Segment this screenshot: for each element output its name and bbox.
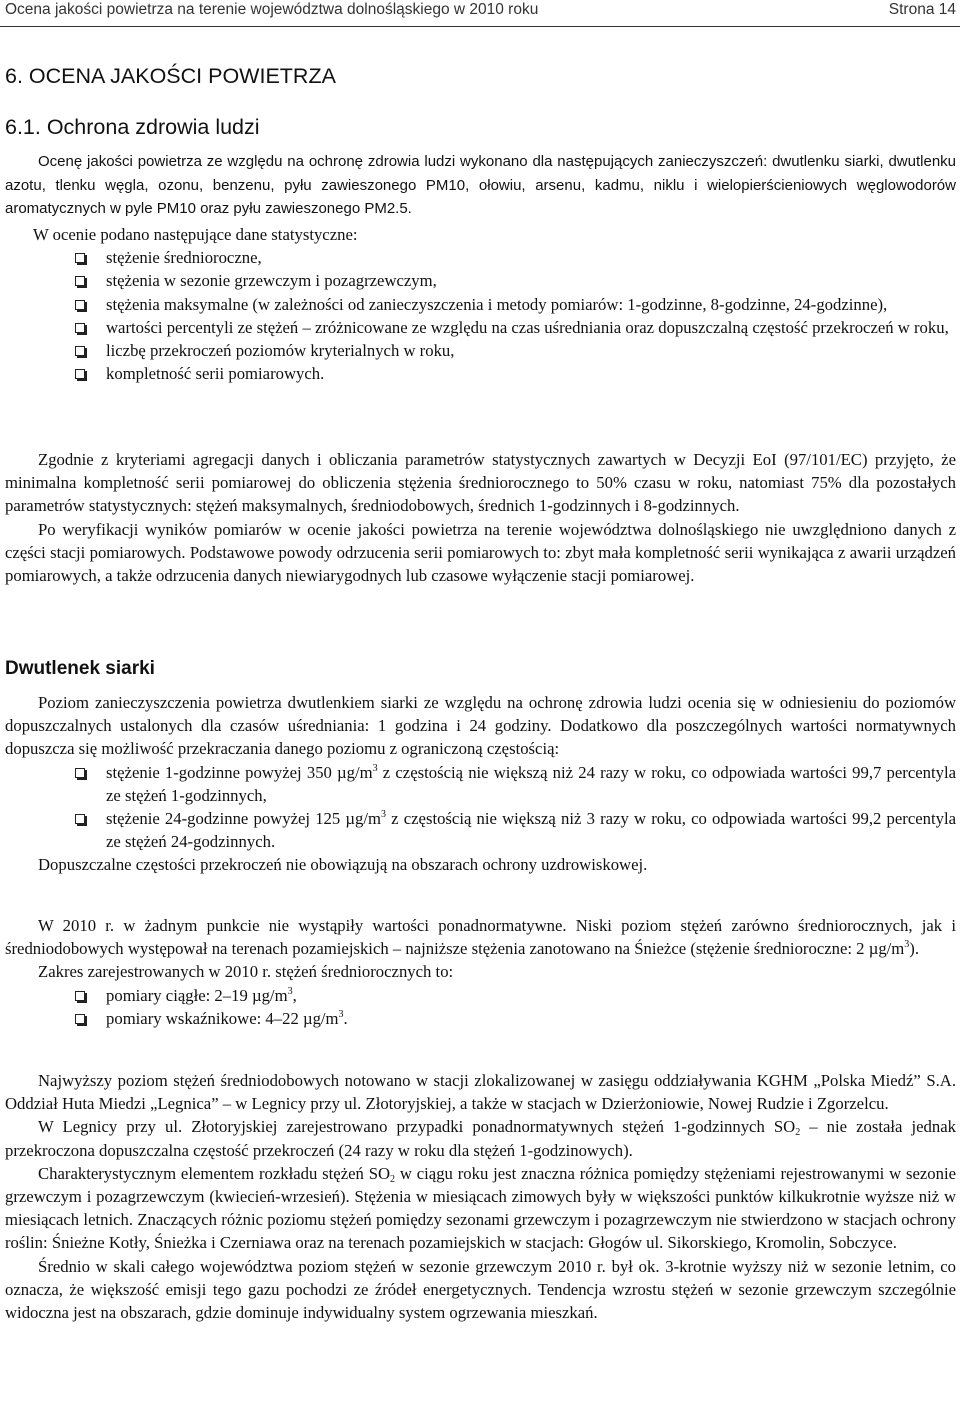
list-item: pomiary wskaźnikowe: 4–22 $\mu g/m^3$. [5, 1007, 956, 1030]
list-item: liczbę przekroczeń poziomów kryterialnych w roku, [5, 339, 956, 362]
highest-level-paragraph: Najwyższy poziom stężeń średniodobowych notowano w stacji zlokalizowanej w zasięgu oddziaływania KGHM „Polska Miedź” S.A. Oddział Huta Miedzi „Legnica” – w Legnicy przy ul. Złotoryjskiej, a także w stacjach w Dzierżoniowie, Nowej Rudzie i Zgorzelcu. [5, 1071, 956, 1114]
section-heading: 6.1. Ochrona zdrowia ludzi [5, 115, 260, 139]
range-list [5, 984, 956, 1030]
so2-heading: Dwutlenek siarki [5, 658, 155, 679]
so2-block [5, 691, 956, 877]
allowed-frequency-paragraph: Dopuszczalne częstości przekroczeń nie obowiązują na obszarach ochrony uzdrowiskowej. [38, 855, 648, 875]
list-item: stężenie średnioroczne, [5, 246, 956, 269]
results-2010-paragraph: W 2010 r. w żadnym punkcie nie wystąpiły wartości ponadnormatywne. Niski poziom stężeń zarówno średniorocznych, jak i średniodobowych występował na terenach pozamiejskich – najniższe stężenia zanotowano na Śnieżce (stężenie średnioroczne: 2 $\mu g/m^3$). [5, 916, 956, 959]
list-item: stężenie 1-godzinne powyżej 350 $\mu g/m^3$ z częstością nie większą niż 24 razy w roku, co odpowiada wartości 99,7 percentyla ze stężeń 1-godzinnych, [5, 761, 956, 807]
criteria-paragraph: Zgodnie z kryteriami agregacji danych i obliczania parametrów statystycznych zawartych w Decyzji EoI (97/101/EC) przyjęto, że minimalna kompletność serii pomiarowej do obliczenia stężenia średniorocznego to 50% czasu w roku, natomiast 75% dla pozostałych parametrów statystycznych: stężeń maksymalnych, średniodobowych, średnich 1-godzinnych i 8-godzinnych. [5, 450, 956, 516]
checkbox-bullet-icon [75, 323, 85, 333]
checkbox-bullet-icon [75, 1014, 85, 1024]
so2-limits-list [5, 761, 956, 854]
intro-paragraph: Ocenę jakości powietrza ze względu na ochronę zdrowia ludzi wykonano dla następujących zanieczyszczeń: dwutlenku siarki, dwutlenku azotu, tlenku węgla, ozonu, benzenu, pyłu zawieszonego PM10, ołowiu, arsenu, kadmu, niklu i wielopierścieniowych węglowodorów aromatycznych w pyle PM10 oraz pyłu zawieszonego PM2.5. [5, 153, 956, 217]
stats-block [5, 223, 956, 385]
stats-intro: W ocenie podano następujące dane statystyczne: [33, 225, 358, 244]
range-intro: Zakres zarejestrowanych w 2010 r. stężeń średniorocznych to: [38, 962, 454, 982]
list-item: kompletność serii pomiarowych. [5, 362, 956, 385]
list-item: stężenia maksymalne (w zależności od zanieczyszczenia i metody pomiarów: 1-godzinne, 8-godzinne, 24-godzinne), [5, 293, 956, 316]
checkbox-bullet-icon [75, 276, 85, 286]
checkbox-bullet-icon [75, 814, 85, 824]
checkbox-bullet-icon [75, 253, 85, 263]
list-item: pomiary ciągłe: 2–19 $\mu g/m^3$, [5, 984, 956, 1007]
stats-list [5, 246, 956, 385]
verification-paragraph: Po weryfikacji wyników pomiarów w ocenie jakości powietrza na terenie województwa dolnośląskiego nie uwzględniono danych z części stacji pomiarowych. Podstawowe powody odrzucenia serii pomiarowych to: zbyt mała kompletność serii wynikająca z awarii urządzeń pomiarowych, a także odrzucenia danych niewiarygodnych lub czasowe wyłączenie stacji pomiarowej. [5, 519, 956, 586]
checkbox-bullet-icon [75, 300, 85, 310]
checkbox-bullet-icon [75, 369, 85, 379]
seasonal-average-paragraph: Średnio w skali całego województwa poziom stężeń w sezonie grzewczym 2010 r. był ok. 3-krotnie wyższy niż w sezonie letnim, co oznacza, że większość emisji tego gazu pochodzi ze źródeł energetycznych. Tendencja wzrostu stężeń w sezonie grzewczym szczególnie widoczna jest na obszarach, gdzie dominuje indywidualny system ogrzewania mieszkań. [5, 1256, 956, 1323]
findings-block [5, 1069, 956, 1324]
distribution-paragraph: Charakterystycznym elementem rozkładu stężeń $SO_2$ w ciągu roku jest znaczna różnica pomiędzy stężeniami rejestrowanymi w sezonie grzewczym i pozagrzewczym (kwiecień-wrzesień). Stężenia w miesiącach zimowych były w większości punktów kilkukrotnie wyższe niż w miesiącach letnich. Znaczących różnic poziomu stężeń pomiędzy sezonami grzewczym i pozagrzewczym nie stwierdzono w stacjach ochrony roślin: Śnieżne Kotły, Śnieżka i Czerniawa oraz na terenach pozamiejskich w stacjach: Głogów ul. Sikorskiego, Kromolin, Sobczyce. [5, 1163, 956, 1253]
so2-level-paragraph: Poziom zanieczyszczenia powietrza dwutlenkiem siarki ze względu na ochronę zdrowia ludzi ocenia się w odniesieniu do poziomów dopuszczalnych ustalonych dla czasów uśredniania: 1 godzina i 24 godziny. Dodatkowo dla poszczególnych wartości normatywnych dopuszcza się możliwość przekraczania danego poziomu z ograniczoną częstością: [5, 693, 956, 759]
checkbox-bullet-icon [75, 991, 85, 1001]
checkbox-bullet-icon [75, 346, 85, 356]
header-title: Ocena jakości powietrza na terenie województwa dolnośląskiego w 2010 roku [5, 1, 539, 18]
list-item: stężenie 24-godzinne powyżej 125 $\mu g/m^3$ z częstością nie większą niż 3 razy w roku, co odpowiada wartości 99,2 percentyla ze stężeń 24-godzinnych. [5, 807, 956, 853]
chapter-heading: 6. OCENA JAKOŚCI POWIETRZA [5, 64, 336, 88]
page-header [0, 0, 960, 27]
criteria-block [5, 448, 956, 587]
page-number: Strona 14 [888, 1, 956, 18]
list-item: stężenia w sezonie grzewczym i pozagrzewczym, [5, 269, 956, 292]
checkbox-bullet-icon [75, 768, 85, 778]
list-item: wartości percentyli ze stężeń – zróżnicowane ze względu na czas uśredniania oraz dopuszczalną częstość przekroczeń w roku, [5, 316, 956, 339]
legnica-paragraph: W Legnicy przy ul. Złotoryjskiej zarejestrowano przypadki ponadnormatywnych stężeń 1-godzinnych $SO_2$ – nie została jednak przekroczona dopuszczalna częstość przekroczeń (24 razy w roku dla stężeń 1-godzinowych). [5, 1117, 956, 1160]
results-2010-block [5, 914, 956, 1030]
intro-block [5, 150, 956, 221]
